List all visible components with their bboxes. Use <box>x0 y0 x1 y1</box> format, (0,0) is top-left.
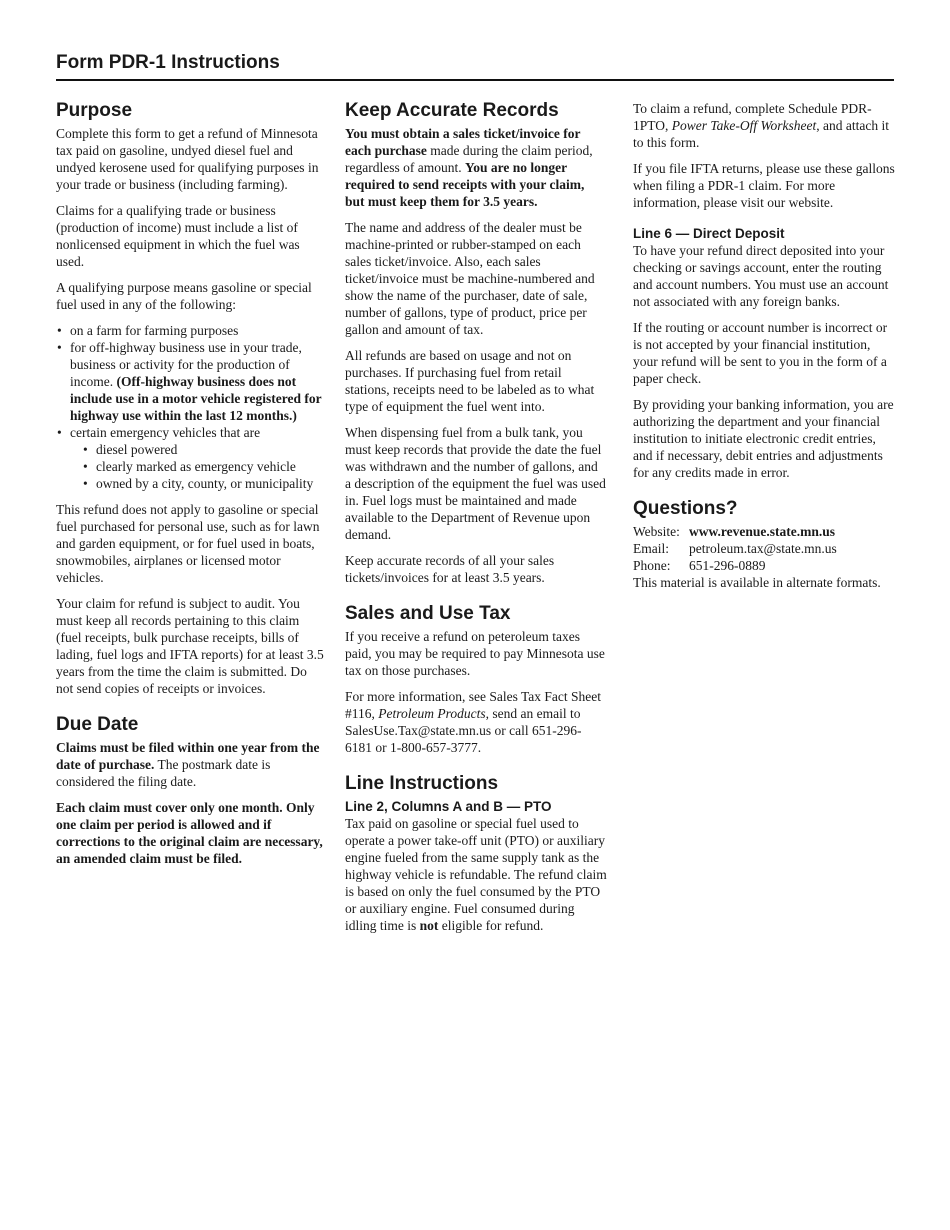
records-paragraph-2: The name and address of the dealer must be machine-printed or rubber-stamped on each sales ticket/invoice. Also, each sales ticket/invoice must be machine-numbered and show the name of the purchaser, date of sale, number of gallons, type of product, price per gallon and amount of tax. <box>345 220 595 337</box>
purpose-paragraph-2: Claims for a qualifying trade or business (production of income) must include a list of nonlicensed equipment in which the fuel was used. <box>56 203 300 269</box>
emergency-vehicle-sublist <box>70 441 324 492</box>
line-2-heading: Line 2, Columns A and B — PTO <box>345 799 552 814</box>
list-item: • owned by a city, county, or municipality <box>70 475 324 492</box>
pto-schedule-paragraph: To claim a refund, complete Schedule PDR-1PTO, Power Take-Off Worksheet, and attach it to this form. <box>633 101 889 150</box>
ifta-paragraph: If you file IFTA returns, please use these gallons when filing a PDR-1 claim. For more information, please visit our website. <box>633 161 895 210</box>
page-title: Form PDR-1 Instructions <box>56 52 280 73</box>
list-item: • certain emergency vehicles that are • diesel powered • clearly marked as emergency vehicle • owned by a city, county, or municipality <box>56 424 324 492</box>
column-1 <box>56 100 324 876</box>
email-row <box>633 540 897 557</box>
due-date-paragraph-1: Claims must be filed within one year from the date of purchase. The postmark date is considered the filing date. <box>56 740 320 789</box>
direct-deposit-paragraph-2: If the routing or account number is incorrect or is not accepted by your financial institution, your refund will be sent to you in the form of a paper check. <box>633 320 888 386</box>
sales-use-heading: Sales and Use Tax <box>345 603 511 624</box>
phone-row <box>633 557 897 574</box>
website-link[interactable]: www.revenue.state.mn.us <box>689 524 835 539</box>
questions-heading: Questions? <box>633 498 738 519</box>
direct-deposit-paragraph-3: By providing your banking information, you are authorizing the department and your financial institution to initiate electronic credit entries, and if necessary, debit entries and adjustments for any credits made in error. <box>633 397 894 480</box>
website-row <box>633 523 897 540</box>
list-item: • for off-highway business use in your trade, business or activity for the production of income. (Off-highway business does not include use in a motor vehicle registered for highway use within the last 12 months.) <box>56 339 324 424</box>
line-2-paragraph: Tax paid on gasoline or special fuel used to operate a power take-off unit (PTO) or auxiliary engine fueled from the same supply tank as the highway vehicle is refundable. The refund claim is based on only the fuel consumed by the PTO or auxiliary engine. Fuel consumed during idling time is not eligible for refund. <box>345 816 607 933</box>
column-2 <box>345 100 607 943</box>
alternate-formats-note: This material is available in alternate formats. <box>633 575 881 590</box>
purpose-paragraph-1: Complete this form to get a refund of Minnesota tax paid on gasoline, undyed diesel fuel and undyed kerosene used for qualifying purposes in your trade or business (including farming). <box>56 126 319 192</box>
purpose-heading: Purpose <box>56 100 133 121</box>
email-label: Email: <box>633 541 669 556</box>
records-paragraph-5: Keep accurate records of all your sales tickets/invoices for at least 3.5 years. <box>345 553 555 585</box>
due-date-heading: Due Date <box>56 714 139 735</box>
list-item: • clearly marked as emergency vehicle <box>70 458 324 475</box>
title-divider <box>56 79 894 81</box>
direct-deposit-paragraph-1: To have your refund direct deposited into your checking or savings account, enter the routing and account numbers. You must use an account not associated with any foreign banks. <box>633 243 889 309</box>
sales-use-paragraph-1: If you receive a refund on peteroleum taxes paid, you may be required to pay Minnesota use tax on those purchases. <box>345 629 605 678</box>
purpose-paragraph-4: This refund does not apply to gasoline or special fuel purchased for personal use, such as for lawn and garden equipment, or for fuel used in boats, snowmobiles, airplanes or licensed motor vehicles. <box>56 502 320 585</box>
records-paragraph-1: You must obtain a sales ticket/invoice for each purchase made during the claim period, regardless of amount. You are no longer required to send receipts with your claim, but must keep them for 3.5 years. <box>345 126 593 209</box>
form-page <box>56 0 894 1230</box>
records-paragraph-3: All refunds are based on usage and not on purchases. If purchasing fuel from retail stations, receipts need to be labeled as to what type of equipment the fuel went into. <box>345 348 595 414</box>
phone-number: 651-296-0889 <box>689 558 766 573</box>
email-link[interactable]: petroleum.tax@state.mn.us <box>689 541 837 556</box>
list-item: • on a farm for farming purposes <box>56 322 324 339</box>
sales-use-paragraph-2: For more information, see Sales Tax Fact Sheet #116, Petroleum Products, send an email to SalesUse.Tax@state.mn.us or call 651-296-6181 or 1-800-657-3777. <box>345 689 601 755</box>
purpose-paragraph-5: Your claim for refund is subject to audit. You must keep all records pertaining to this claim (fuel receipts, bulk purchase receipts, bills of lading, fuel logs and IFTA reports) for at least 3.5 years from the time the claim is submitted. Do not send copies of receipts or invoices. <box>56 596 324 696</box>
records-heading: Keep Accurate Records <box>345 100 559 121</box>
line-instructions-heading: Line Instructions <box>345 773 499 794</box>
website-label: Website: <box>633 524 680 539</box>
purpose-paragraph-3: A qualifying purpose means gasoline or special fuel used in any of the following: <box>56 280 312 312</box>
list-item: • diesel powered <box>70 441 324 458</box>
qualifying-purpose-list <box>56 322 324 492</box>
due-date-paragraph-2: Each claim must cover only one month. Only one claim per period is allowed and if corrections to the original claim are necessary, an amended claim must be filed. <box>56 800 323 866</box>
phone-label: Phone: <box>633 558 671 573</box>
records-paragraph-4: When dispensing fuel from a bulk tank, you must keep records that provide the date the fuel was withdrawn and the number of gallons, and a description of the equipment the fuel was used in. Fuel logs must be maintained and made available to the Department of Revenue upon demand. <box>345 425 606 542</box>
line-6-heading: Line 6 — Direct Deposit <box>633 226 785 241</box>
column-3 <box>633 100 897 600</box>
